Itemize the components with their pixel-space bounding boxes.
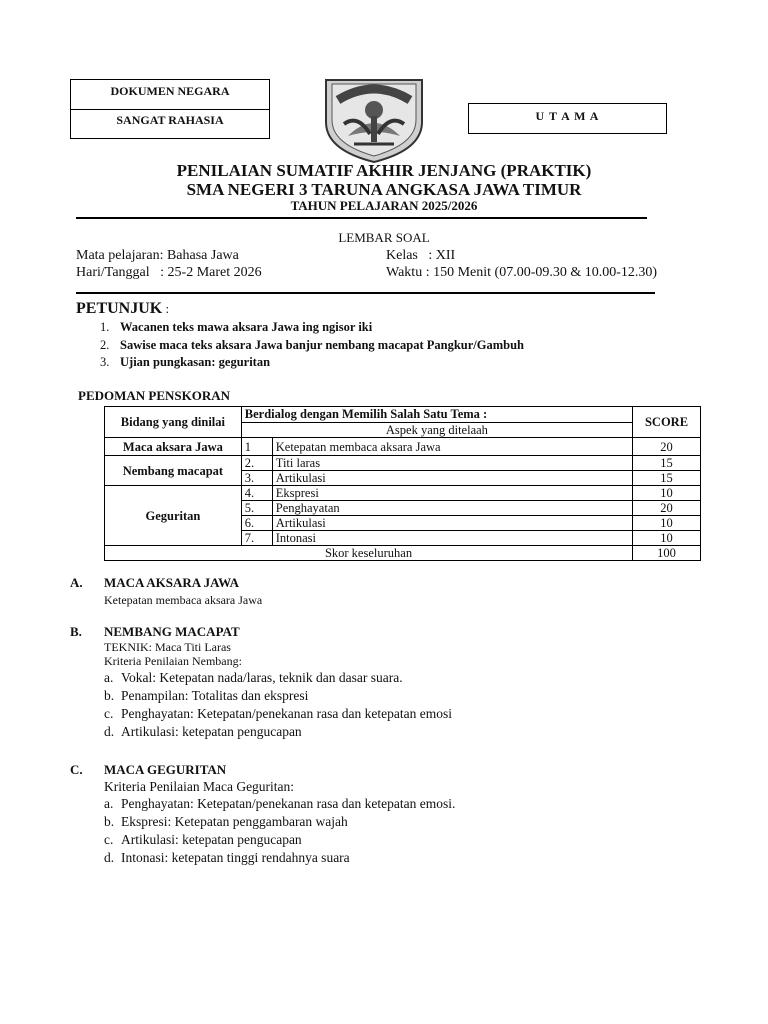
section-b-title: NEMBANG MACAPAT — [104, 624, 240, 639]
row-score: 15 — [633, 456, 701, 471]
row-score: 20 — [633, 438, 701, 456]
list-letter: d. — [104, 850, 115, 865]
list-letter: d. — [104, 724, 115, 739]
group-nembang: Nembang macapat — [105, 456, 242, 486]
row-score: 10 — [633, 486, 701, 501]
pedoman-heading: PEDOMAN PENSKORAN — [78, 388, 231, 403]
list-text: Artikulasi: ketepatan pengucapan — [121, 832, 302, 847]
row-score: 15 — [633, 471, 701, 486]
header-aspek: Aspek yang ditelaah — [241, 422, 632, 438]
table-row — [105, 438, 701, 456]
list-text: Penghayatan: Ketepatan/penekanan rasa dan ketepatan emosi — [121, 706, 452, 721]
list-text: Penampilan: Totalitas dan ekspresi — [121, 688, 309, 703]
list-item — [104, 832, 604, 848]
table-row — [105, 486, 701, 501]
row-number: 7. — [241, 531, 272, 546]
row-number: 2. — [241, 456, 272, 471]
section-a-desc: Ketepatan membaca aksara Jawa — [104, 593, 263, 607]
school-name: SMA NEGERI 3 TARUNA ANGKASA JAWA TIMUR — [186, 180, 582, 199]
section-b-teknik: TEKNIK: Maca Titi Laras — [104, 640, 231, 654]
row-score: 20 — [633, 501, 701, 516]
box-divider — [71, 109, 269, 110]
list-text: Penghayatan: Ketepatan/penekanan rasa dan ketepatan emosi. — [121, 796, 456, 811]
list-number: 2. — [100, 338, 110, 352]
utama-label: U T A M A — [535, 109, 600, 123]
list-letter: a. — [104, 670, 114, 685]
tut-wuri-handayani-logo — [318, 74, 430, 164]
row-aspek: Ketepatan membaca aksara Jawa — [272, 438, 632, 456]
scoring-table — [104, 406, 701, 561]
title-rule — [76, 217, 647, 219]
academic-year: TAHUN PELAJARAN 2025/2026 — [290, 198, 478, 213]
table-row — [105, 456, 701, 471]
dokumen-negara-label: DOKUMEN NEGARA — [110, 84, 230, 98]
row-score: 10 — [633, 531, 701, 546]
section-a-letter: A. — [70, 575, 83, 590]
row-score: 10 — [633, 516, 701, 531]
list-item — [104, 670, 604, 686]
petunjuk-colon: : — [162, 301, 170, 316]
row-aspek: Artikulasi — [272, 516, 632, 531]
row-number: 1 — [241, 438, 272, 456]
petunjuk-heading — [76, 300, 169, 318]
waktu: Waktu : 150 Menit (07.00-09.30 & 10.00-12.30) — [386, 265, 658, 280]
header-tema: Berdialog dengan Memilih Salah Satu Tema : — [241, 407, 632, 423]
list-number: 1. — [100, 320, 110, 334]
list-number: 3. — [100, 355, 110, 369]
list-text: Sawise maca teks aksara Jawa banjur nembang macapat Pangkur/Gambuh — [120, 338, 524, 352]
list-text: Ujian pungkasan: geguritan — [120, 355, 271, 369]
list-letter: c. — [104, 832, 114, 847]
group-geguritan: Geguritan — [105, 486, 242, 546]
hari-tanggal: Hari/Tanggal : 25-2 Maret 2026 — [76, 265, 262, 280]
list-letter: b. — [104, 688, 115, 703]
group-maca: Maca aksara Jawa — [105, 438, 242, 456]
mata-pelajaran: Mata pelajaran: Bahasa Jawa — [76, 248, 239, 263]
exam-title: PENILAIAN SUMATIF AKHIR JENJANG (PRAKTIK) — [176, 161, 592, 180]
list-text: Artikulasi: ketepatan pengucapan — [121, 724, 302, 739]
petunjuk-label: PETUNJUK — [76, 300, 163, 317]
list-text: Ekspresi: Ketepatan penggambaran wajah — [121, 814, 348, 829]
total-label: Skor keseluruhan — [105, 546, 633, 561]
table-total-row — [105, 546, 701, 561]
section-c-kriteria: Kriteria Penilaian Maca Geguritan: — [104, 779, 295, 794]
section-b-letter: B. — [70, 624, 82, 639]
info-rule — [76, 292, 655, 294]
table-header-row — [105, 407, 701, 423]
row-number: 5. — [241, 501, 272, 516]
list-item — [104, 724, 604, 740]
row-number: 6. — [241, 516, 272, 531]
lembar-soal-heading: LEMBAR SOAL — [338, 230, 430, 245]
list-item — [104, 688, 604, 704]
section-c-letter: C. — [70, 762, 83, 777]
section-a-title: MACA AKSARA JAWA — [104, 575, 240, 590]
header-bidang: Bidang yang dinilai — [105, 407, 242, 438]
total-score: 100 — [633, 546, 701, 561]
utama-box — [468, 103, 667, 134]
sangat-rahasia-label: SANGAT RAHASIA — [116, 113, 224, 127]
header-score: SCORE — [633, 407, 701, 438]
row-aspek: Ekspresi — [272, 486, 632, 501]
list-item — [104, 796, 604, 812]
kelas: Kelas : XII — [386, 248, 456, 263]
list-item — [104, 814, 604, 830]
list-letter: a. — [104, 796, 114, 811]
list-text: Intonasi: ketepatan tinggi rendahnya suara — [121, 850, 350, 865]
section-c-title: MACA GEGURITAN — [104, 762, 227, 777]
list-letter: c. — [104, 706, 114, 721]
section-b-kriteria: Kriteria Penilaian Nembang: — [104, 654, 242, 668]
document-status-box — [70, 79, 270, 139]
list-text: Wacanen teks mawa aksara Jawa ing ngisor iki — [120, 320, 373, 334]
row-number: 3. — [241, 471, 272, 486]
row-number: 4. — [241, 486, 272, 501]
row-aspek: Titi laras — [272, 456, 632, 471]
row-aspek: Intonasi — [272, 531, 632, 546]
row-aspek: Artikulasi — [272, 471, 632, 486]
list-item — [104, 850, 604, 866]
list-item — [104, 706, 604, 722]
list-letter: b. — [104, 814, 115, 829]
list-text: Vokal: Ketepatan nada/laras, teknik dan dasar suara. — [121, 670, 403, 685]
row-aspek: Penghayatan — [272, 501, 632, 516]
